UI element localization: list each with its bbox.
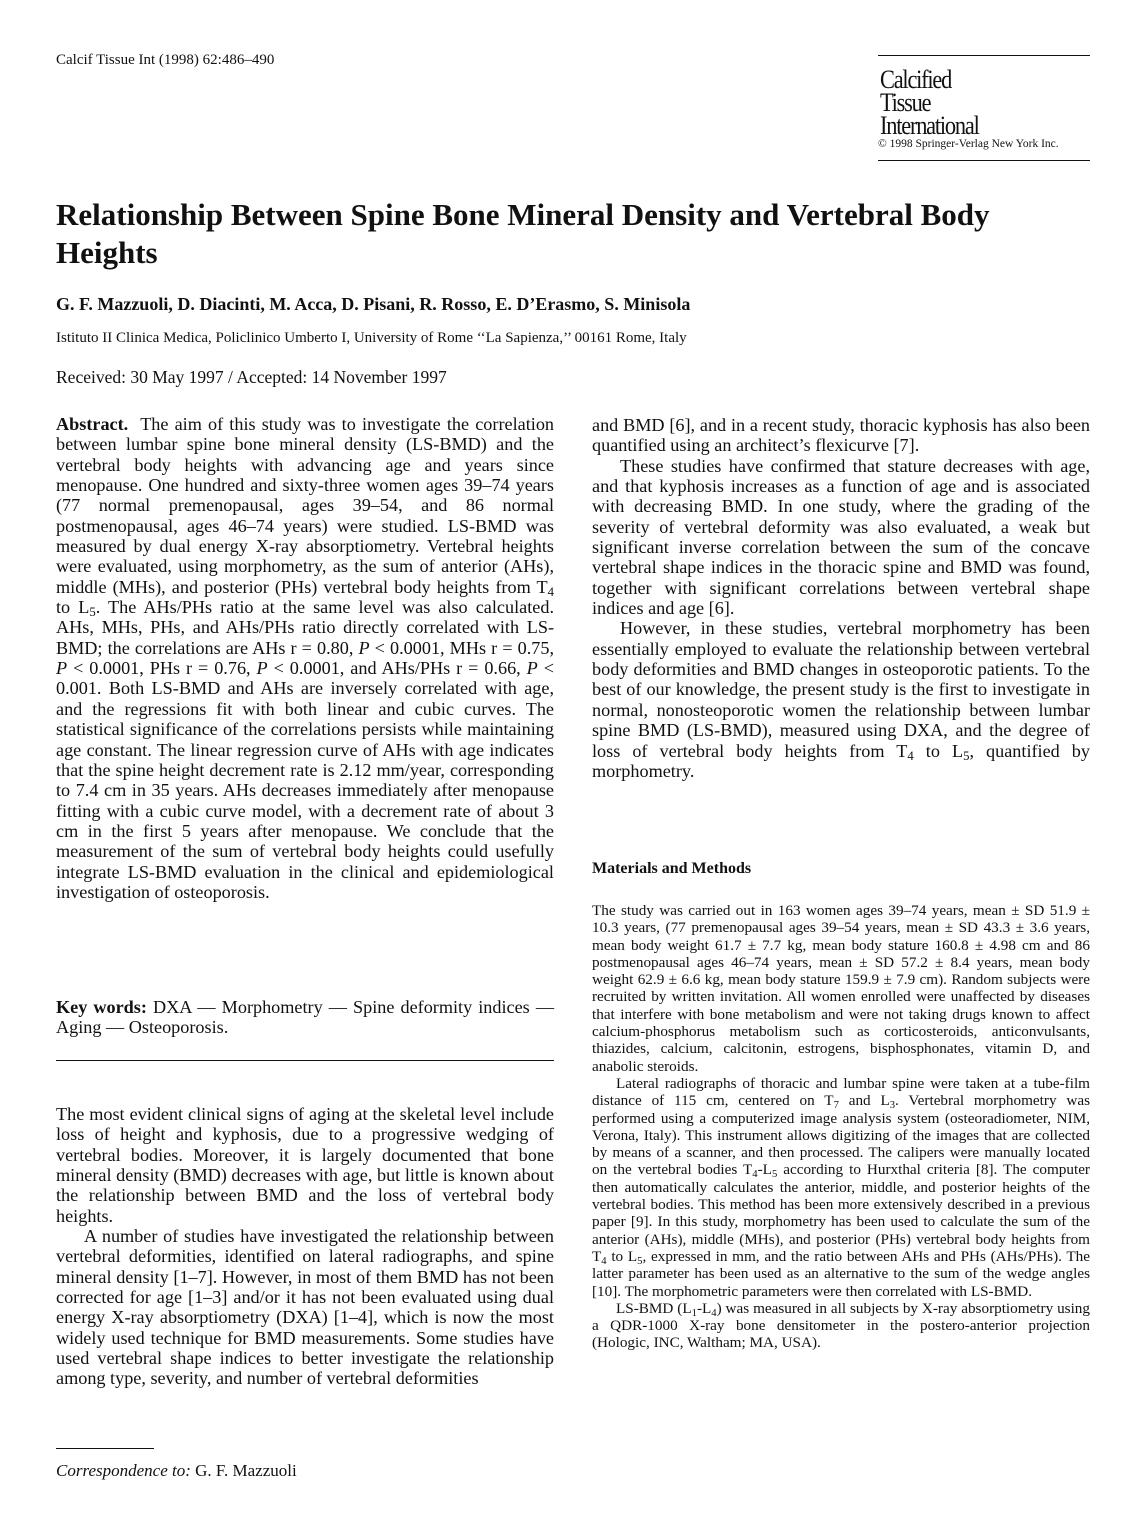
journal-logo — [880, 65, 979, 140]
abstract-label: Abstract. — [56, 414, 129, 434]
keywords-block — [56, 997, 554, 1038]
abstract-block — [56, 414, 554, 902]
keywords-label: Key words: — [56, 997, 147, 1017]
abstract-text-2: to L — [56, 597, 90, 618]
intro-p4-sub-1: 4 — [907, 748, 914, 763]
journal-citation: Calcif Tissue Int (1998) 62:486–490 — [56, 52, 275, 68]
methods-p3-text-2: -L — [696, 1299, 712, 1317]
correspondence-name: G. F. Mazzuoli — [195, 1461, 297, 1480]
methods-p2-text-2: and L — [838, 1092, 890, 1110]
abstract-divider — [56, 1060, 554, 1061]
methods-p2-sub-6: 5 — [637, 1255, 643, 1267]
methods-heading: Materials and Methods — [592, 860, 752, 877]
methods-p3-sub-1: 1 — [691, 1307, 697, 1319]
keywords-text: DXA — Morphometry — Spine deformity indices — Aging — Osteoporosis. — [56, 997, 555, 1038]
abstract-text-3: . The AHs/PHs ratio at the same level was also calculated. AHs, MHs, PHs, and AHs/PHs ratio directly correlated with LS-BMD; the correlations are AHs r = 0.80, — [56, 597, 554, 658]
methods-p2-sub-3: 4 — [752, 1169, 758, 1181]
received-dates: Received: 30 May 1997 / Accepted: 14 November 1997 — [56, 367, 447, 387]
methods-block — [592, 902, 1090, 1352]
copyright-notice: © 1998 Springer-Verlag New York Inc. — [878, 138, 1059, 150]
intro-paragraph-1: The most evident clinical signs of aging at the skeletal level include loss of height and kyphosis, due to a progressive wedging of vertebral bodies. Moreover, it is largely documented that bone mineral density (BMD) decreases with age, but little is known about the relationship between BMD and the loss of vertebral body heights. — [56, 1104, 554, 1226]
methods-p2-sub-4: 5 — [771, 1169, 778, 1181]
methods-p2-sub-1: 7 — [833, 1100, 839, 1112]
intro-p4-sub-2: 5 — [963, 748, 970, 763]
journal-logo-line3: International — [880, 111, 979, 140]
abstract-text-5: < 0.0001, PHs r = 0.76, — [67, 658, 257, 679]
footnote-rule — [56, 1448, 154, 1449]
intro-p4-text-3: , quantified by morphometry. — [592, 740, 1090, 781]
methods-p2-sub-2: 3 — [889, 1100, 896, 1112]
abstract-p-4: P — [526, 658, 538, 679]
abstract-sub-1: 4 — [547, 584, 554, 599]
methods-paragraph-1: The study was carried out in 163 women ages 39–74 years, mean ± SD 51.9 ± 10.3 years, (77 premenopausal ages 39–54 years, mean ± SD 43.3 ± 3.6 years, mean body weight 61.7 ± 7.7 kg, mean body stature 160.8 ± 4.98 cm and 86 postmenopausal ages 46–74 years, mean ± SD 57.2 ± 8.4 years, mean body weight 62.9 ± 6.6 kg, mean body stature 159.9 ± 7.9 cm). Random subjects were recruited by written invitation. All women enrolled were unaffected by diseases that interfere with bone metabolism and were not taking drugs known to affect calcium-phosphorus metabolism such as corticosteroids, anticonvulsants, thiazides, calcium, calcitonin, estrogens, bisphosphonates, vitamin D, and anabolic steroids. — [592, 902, 1090, 1075]
intro-p4-text-1: However, in these studies, vertebral morphometry has been essentially employed to evaluate the relationship between vertebral body deformities and BMD changes in osteoporotic patients. To the best of our knowledge, the present study is the first to investigate in normal, nonosteoporotic women the relationship between lumbar spine BMD (LS-BMD), measured using DXA, and the degree of loss of vertebral body heights from T — [592, 618, 1090, 761]
abstract-text-7: < 0.001. Both LS-BMD and AHs are inversely correlated with age, and the regressions fit with both linear and cubic curves. The statistical significance of the correlations persists while maintaining age constant. The linear regression curve of AHs with age indicates that the spine height decrement rate is 2.12 mm/year, corresponding to 7.4 cm in 35 years. AHs decreases immediately after menopause fitting with a cubic curve model, with a decrement rate of about 3 cm in the first 5 years after menopause. We conclude that the measurement of the sum of vertebral body heights could usefully integrate LS-BMD evaluation in the clinical and epidemiological investigation of osteoporosis. — [56, 658, 554, 902]
intro-p4-text-2: to L — [913, 740, 964, 761]
abstract-text-6: < 0.0001, and AHs/PHs r = 0.66, — [267, 658, 527, 679]
methods-p2-text-1: Lateral radiographs of thoracic and lumbar spine were taken at a tube-film distance of 115 cm, centered on T — [592, 1074, 1090, 1110]
methods-p2-text-5: according to Hurxthal criteria [8]. The computer then automatically calculates the anterior, middle, and posterior heights of the vertebral bodies. This method has been more extensively described in a previous paper [9]. In this study, morphometry has been used to calculate the sum of the anterior (AHs), middle (MHs), and posterior (PHs) vertebral body heights from T — [592, 1161, 1090, 1265]
abstract-p-1: P — [358, 637, 370, 658]
abstract-paragraph — [56, 414, 554, 902]
correspondence-label: Correspondence to: — [56, 1461, 191, 1480]
intro-block-right — [592, 415, 1090, 781]
abstract-text-4: < 0.0001, MHs r = 0.75, — [369, 637, 554, 658]
journal-logo-box — [878, 55, 1090, 161]
methods-p2-text-7: , expressed in mm, and the ratio between AHs and PHs (AHs/PHs). The latter parameter has been used as an alternative to the sum of the wedge angles [10]. The morphometric parameters were then correlated with LS-BMD. — [592, 1247, 1090, 1300]
keywords-paragraph — [56, 997, 554, 1038]
intro-block-left — [56, 1104, 554, 1389]
correspondence-note — [56, 1461, 297, 1481]
methods-paragraph-3 — [592, 1300, 1090, 1352]
journal-logo-line2: Tissue — [880, 88, 931, 117]
journal-logo-line1: Calcified — [880, 65, 952, 94]
methods-p2-text-3: . Vertebral morphometry was performed using a computerized image analysis system (osteoradiometer, NIM, Verona, Italy). This instrument allows digitizing of the images that are collected by means of a scanner, and then processed. The calipers were manually located on the vertebral bodies T — [592, 1092, 1090, 1179]
methods-p3-text-3: ) was measured in all subjects by X-ray absorptiometry using a QDR-1000 X-ray bone densitometer in the postero-anterior projection (Hologic, INC, Waltham; MA, USA). — [592, 1299, 1090, 1352]
abstract-sub-2: 5 — [89, 605, 96, 620]
methods-p3-sub-2: 4 — [711, 1307, 717, 1319]
abstract-text-1: The aim of this study was to investigate the correlation between lumbar spine bone mineral density (LS-BMD) and the vertebral body heights with advancing age and years since menopause. One hundred and sixty-three women ages 39–74 years (77 normal premenopausal, ages 39–54, and 86 normal postmenopausal, ages 46–74 years) were studied. LS-BMD was measured by dual energy X-ray absorptiometry. Vertebral heights were evaluated, using morphometry, as the sum of anterior (AHs), middle (MHs), and posterior (PHs) vertebral body heights from T — [56, 414, 555, 597]
intro-paragraph-3: These studies have confirmed that stature decreases with age, and that kyphosis increases as a function of age and is associated with decreasing BMD. In one study, where the grading of the severity of vertebral deformity was also evaluated, a weak but significant inverse correlation between the sum of the concave vertebral shape indices in the thoracic spine and BMD was found, together with significant correlations between vertebral shape indices and age [6]. — [592, 455, 1090, 619]
methods-p2-sub-5: 4 — [601, 1255, 607, 1267]
intro-paragraph-2-cont: and BMD [6], and in a recent study, thoracic kyphosis has also been quantified using an architect’s flexicurve [7]. — [592, 415, 1090, 456]
intro-paragraph-2: A number of studies have investigated the relationship between vertebral deformities, identified on lateral radiographs, and spine mineral density [1–7]. However, in most of them BMD has not been corrected for age [1–3] and/or it has not been evaluated using dual energy X-ray absorptiometry (DXA) [1–4], which is now the most widely used technique for BMD measurements. Some studies have used vertebral shape indices to better investigate the relationship among type, severity, and number of vertebral deformities — [56, 1226, 554, 1389]
affiliation: Istituto II Clinica Medica, Policlinico Umberto I, University of Rome ‘‘La Sapienza,’’ 00161 Rome, Italy — [56, 330, 687, 346]
methods-p3-text-1: LS-BMD (L — [616, 1299, 692, 1317]
article-title: Relationship Between Spine Bone Mineral Density and Vertebral Body Heights — [56, 197, 990, 270]
author-list: G. F. Mazzuoli, D. Diacinti, M. Acca, D. Pisani, R. Rosso, E. D’Erasmo, S. Minisola — [56, 294, 691, 314]
abstract-p-3: P — [256, 658, 268, 679]
abstract-p-2: P — [56, 658, 68, 679]
methods-p2-text-4: -L — [757, 1161, 772, 1179]
methods-paragraph-2 — [592, 1075, 1090, 1300]
intro-paragraph-4 — [592, 618, 1090, 781]
methods-p2-text-6: to L — [606, 1247, 638, 1265]
